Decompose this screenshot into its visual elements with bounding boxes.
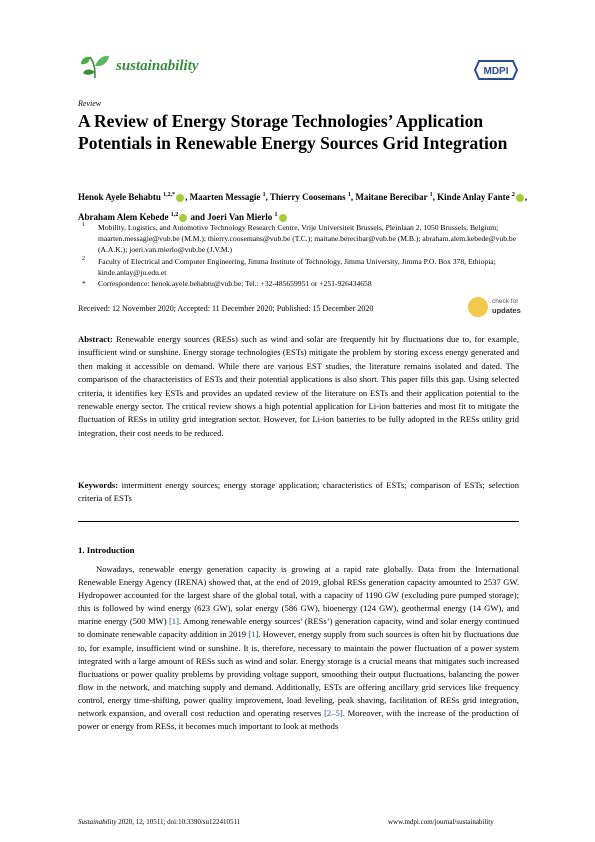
author-name[interactable]: Maarten Messagie: [189, 192, 261, 202]
footer-journal: Sustainability: [78, 818, 117, 826]
affiliation-text: Mobility, Logistics, and Automotive Technology Research Centre, Vrije Universiteit Brussels, Pleinlaan 2, 1050 Brussels, Belgium; maarten.messagie@vub.be (M.M.); thierry.coosemans@vub.be (T.C.); maitane.berecibar@vub.be (M.B.); abraham.alem.kebede@vub.be (A.A.K.); joeri.van.mierlo@vub.be (J.V.M.): [98, 223, 517, 255]
author-name[interactable]: Maitane Berecibar: [355, 192, 428, 202]
abstract-label: Abstract:: [78, 334, 113, 344]
author-affil-sup: 1: [262, 192, 266, 198]
orcid-icon[interactable]: [176, 194, 184, 202]
author-affil-sup: 2: [511, 192, 515, 198]
author-name[interactable]: Kinde Anlay Fante: [437, 192, 510, 202]
author-name[interactable]: Thierry Coosemans: [269, 192, 346, 202]
affiliation-item: [78, 256, 523, 278]
check-for-updates-button[interactable]: [468, 296, 524, 318]
citation-link[interactable]: [1]: [168, 616, 179, 627]
author-name[interactable]: Henok Ayele Behabtu: [78, 192, 161, 202]
affiliation-number: 2: [82, 255, 85, 262]
correspondence-text: Correspondence: henok.ayele.behabtu@vub.be; Tel.: +32-485659951 or +251-926434658: [98, 279, 372, 289]
publication-dates: Received: 12 November 2020; Accepted: 11 December 2020; Published: 15 December 2020: [78, 304, 374, 313]
check-updates-icon: [468, 297, 488, 317]
check-updates-line1: check for: [492, 298, 519, 305]
body-text: . Moreover, with the increase of the production of power or energy from RESs, it becomes much important to look at methods: [78, 708, 520, 732]
article-title: A Review of Energy Storage Technologies’ Application Potentials in Renewable Energy Sources Grid Integration: [78, 111, 508, 153]
author-affil-sup: 1,2: [170, 212, 179, 218]
keywords-label: Keywords:: [78, 480, 119, 490]
body-text: Nowadays, renewable energy generation capacity is growing at a rapid rate globally. Data from the International Renewable Energy Agency (IRENA) showed that, at the end of 2019, global RESs generation capacity amounted to 2537 GW. Hydropower accounted for the largest share of the global total, with a capacity of 1190 GW (excluding pure pumped storage); this is followed by wind energy (623 GW), solar energy (586 GW), bioenergy (124 GW), geothermal energy (14 GW), and marine energy (500 MW): [78, 564, 519, 627]
author-name[interactable]: Abraham Alem Kebede: [78, 212, 169, 222]
abstract-text: Renewable energy sources (RESs) such as wind and solar are frequently hit by fluctuations due to, for example, insufficient wind or sunshine. Energy storage technologies (ESTs) mitigate the problem by storing excess energy generated and then making it accessible on demand. While there are various EST studies, the literature remains isolated and dated. The comparison of the characteristics of ESTs and their potential applications is also short. This paper fills this gap. Using selected criteria, it identifies key ESTs and provides an updated review of the literature on ESTs and their application potential to the renewable energy sector. The critical review shows a high potential application for Li-ion batteries and most fit to mitigate the fluctuation of RESs in utility grid integration sector. However, for Li-ion batteries to be fully adopted in the RESs utility grid integration, their cost needs to be reduced.: [78, 334, 519, 438]
body-text: . However, energy supply from such sources is often hit by fluctuations due to, for example, insufficient wind or sunshine. It is, therefore, necessary to maintain the power fluctuation of a power system integrated with a large amount of RESs such as wind and solar. Energy storage is a crucial means that mitigates such increased fluctuations or power quality problems by providing voltage support, smoothing their output fluctuations, balancing the power flow in the network, and matching supply and demand. Additionally, ESTs are offering ancillary grid services like frequency control, energy time-shifting, power quality improvement, load leveling, peak shaving, facilitation of RESs grid integration, network expansion, and overall cost reduction and operating reserves: [78, 629, 519, 719]
affiliation-number: 1: [82, 222, 85, 228]
author-affil-sup: 1: [274, 212, 278, 218]
author-name[interactable]: and Joeri Van Mierlo: [190, 212, 273, 222]
mdpi-logo-text: MDPI: [483, 66, 509, 77]
check-updates-line2: updates: [492, 306, 521, 315]
keywords-text: intermittent energy sources; energy storage application; characteristics of ESTs; comparison of ESTs; selection criteria of ESTs: [78, 480, 519, 504]
mdpi-logo-icon: [473, 59, 519, 81]
orcid-icon[interactable]: [516, 194, 524, 202]
journal-name: sustainability: [116, 58, 199, 74]
introduction-paragraph: [78, 563, 519, 733]
abstract: [78, 333, 519, 440]
footer-citation-text: 2020, 12, 10511; doi:10.3390/su122410511: [116, 818, 241, 826]
article-type: Review: [78, 99, 102, 108]
keywords: [78, 479, 519, 506]
section-heading: 1. Introduction: [78, 545, 135, 555]
correspondence-marker: *: [82, 279, 86, 289]
author-affil-sup: 1,2,*: [163, 192, 176, 198]
affiliation-text: Faculty of Electrical and Computer Engineering, Jimma Institute of Technology, Jimma University, Jimma P.O. Box 378, Ethiopia; kinde.anlay@ju.edu.et: [98, 256, 496, 277]
affiliation-item: [78, 222, 523, 256]
section-divider: [78, 521, 519, 522]
orcid-icon[interactable]: [179, 214, 187, 222]
author-affil-sup: 1: [347, 192, 351, 198]
author-affil-sup: 1: [429, 192, 433, 198]
footer-citation: [78, 818, 240, 826]
footer-journal-url[interactable]: www.mdpi.com/journal/sustainability: [388, 818, 494, 826]
correspondence-item: [78, 278, 523, 289]
affiliations: [78, 222, 523, 289]
orcid-icon[interactable]: [279, 214, 287, 222]
citation-link[interactable]: [2–5]: [324, 708, 343, 719]
journal-leaf-logo-icon: [78, 48, 112, 82]
body-text: . Among renewable energy sources’ (RESs’) generation capacity, wind and solar energy continued to dominate renewable capacity addition in 2019: [78, 616, 519, 640]
author-list: Henok Ayele Behabtu $^{1,2,*}$ , Maarten Messagie $^1$, Thierry Coosemans $^1$, Maitane Berecibar $^1$, Kinde Anlay Fante $^2$ , Abraham Alem Kebede $^{1,2}$ and Joeri Van Mierlo $^1$: [78, 192, 528, 222]
citation-link[interactable]: [1]: [248, 629, 259, 640]
